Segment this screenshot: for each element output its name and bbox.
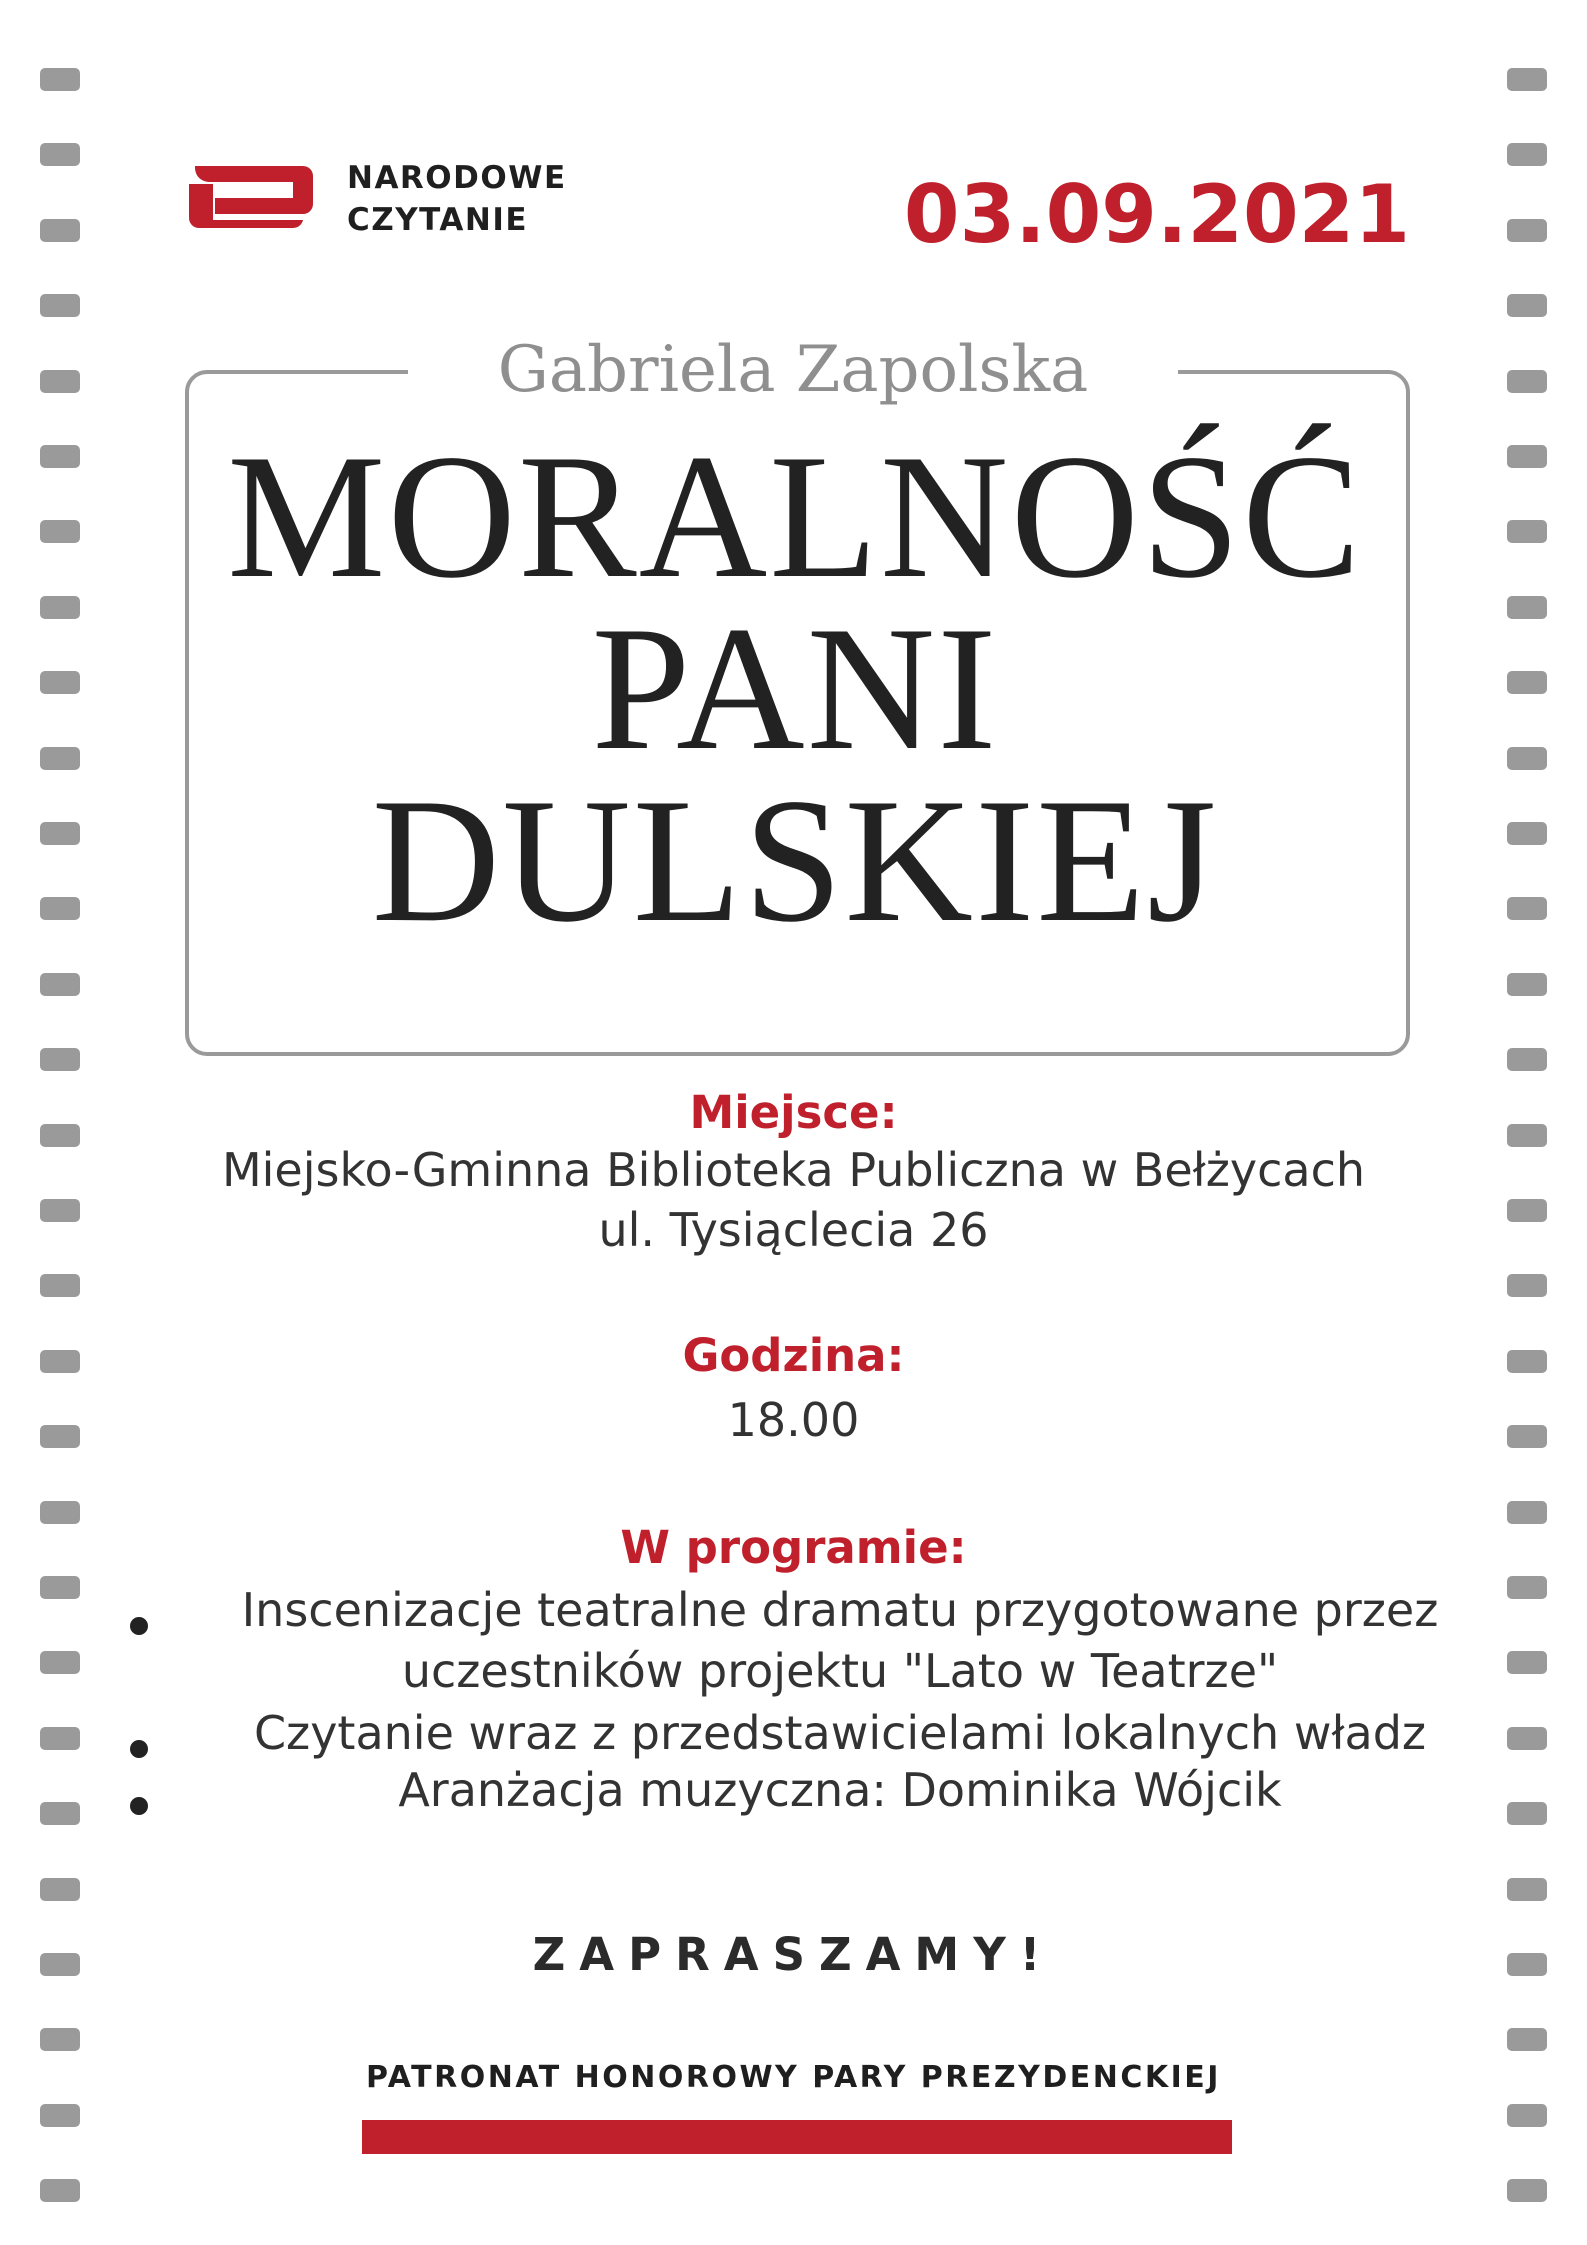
program-item-3: Aranżacja muzyczna: Dominika Wójcik <box>398 1763 1282 1817</box>
film-perforation <box>1507 2179 1547 2202</box>
film-perforation <box>40 973 80 996</box>
film-perforation <box>40 822 80 845</box>
program-item-1-line-1: Inscenizacje teatralne dramatu przygotowane przez <box>241 1583 1439 1637</box>
place-line-1: Miejsko-Gminna Biblioteka Publiczna w Bełżycach <box>221 1143 1366 1197</box>
place-line-2: ul. Tysiąclecia 26 <box>598 1203 989 1257</box>
time-value: 18.00 <box>727 1393 860 1447</box>
logo-line-1: NARODOWE <box>347 160 567 196</box>
title-line-1: MORALNOŚĆ <box>227 417 1363 615</box>
film-perforation <box>1507 68 1547 91</box>
bullet-icon <box>130 1797 148 1815</box>
film-perforation <box>1507 2104 1547 2127</box>
film-perforation <box>40 445 80 468</box>
logo-line-2: CZYTANIE <box>347 202 529 238</box>
film-perforation <box>40 143 80 166</box>
film-perforation <box>1507 1802 1547 1825</box>
film-perforation <box>1507 143 1547 166</box>
film-perforation <box>40 1727 80 1750</box>
film-perforation <box>1507 445 1547 468</box>
film-perforation <box>1507 2028 1547 2051</box>
film-perforation <box>40 2179 80 2202</box>
author-name: Gabriela Zapolska <box>497 333 1089 407</box>
film-perforation <box>40 294 80 317</box>
film-perforation <box>1507 596 1547 619</box>
book-icon <box>185 160 320 230</box>
title-line-3: DULSKIEJ <box>371 761 1219 959</box>
film-perforation <box>40 2104 80 2127</box>
film-perforation <box>40 219 80 242</box>
film-perforation <box>1507 747 1547 770</box>
program-item-1 <box>180 1580 1500 1702</box>
film-perforation <box>40 1576 80 1599</box>
program-item-1-line-2: uczestników projektu "Lato w Teatrze" <box>401 1644 1279 1698</box>
film-perforation <box>1507 822 1547 845</box>
film-perforation <box>40 2028 80 2051</box>
red-accent-bar <box>362 2120 1232 2154</box>
bullet-icon <box>130 1617 148 1635</box>
time-label: Godzina: <box>682 1329 905 1382</box>
film-perforation <box>1507 370 1547 393</box>
film-perforation <box>40 1274 80 1297</box>
film-perforation <box>1507 1274 1547 1297</box>
program-label: W programie: <box>620 1521 967 1574</box>
film-perforation <box>40 1802 80 1825</box>
film-perforation <box>1507 897 1547 920</box>
program-item-2: Czytanie wraz z przedstawicielami lokalnych władz <box>253 1706 1427 1760</box>
film-perforation <box>40 671 80 694</box>
place-label: Miejsce: <box>689 1086 898 1139</box>
film-perforation <box>40 68 80 91</box>
bullet-icon <box>130 1740 148 1758</box>
film-perforation <box>40 370 80 393</box>
film-perforation <box>40 747 80 770</box>
film-perforation <box>1507 294 1547 317</box>
film-perforation <box>1507 1727 1547 1750</box>
film-perforation <box>40 1651 80 1674</box>
film-perforation <box>1507 1048 1547 1071</box>
film-perforation <box>1507 520 1547 543</box>
film-perforation <box>40 520 80 543</box>
film-perforation <box>40 596 80 619</box>
patronage-text: PATRONAT HONOROWY PARY PREZYDENCKIEJ <box>366 2060 1221 2095</box>
film-perforation <box>40 897 80 920</box>
film-perforation <box>40 1048 80 1071</box>
film-perforation <box>1507 671 1547 694</box>
film-perforation <box>1507 1576 1547 1599</box>
book-title <box>190 417 1400 959</box>
film-perforation <box>1507 1878 1547 1901</box>
film-perforation <box>1507 973 1547 996</box>
film-perforation <box>40 1878 80 1901</box>
event-date: 03.09.2021 <box>903 168 1410 261</box>
title-line-2: PANI <box>591 589 999 787</box>
film-perforation <box>1507 1651 1547 1674</box>
invitation-text: ZAPRASZAMY! <box>532 1928 1055 1981</box>
film-perforation <box>1507 219 1547 242</box>
logo-wordmark <box>347 157 567 241</box>
